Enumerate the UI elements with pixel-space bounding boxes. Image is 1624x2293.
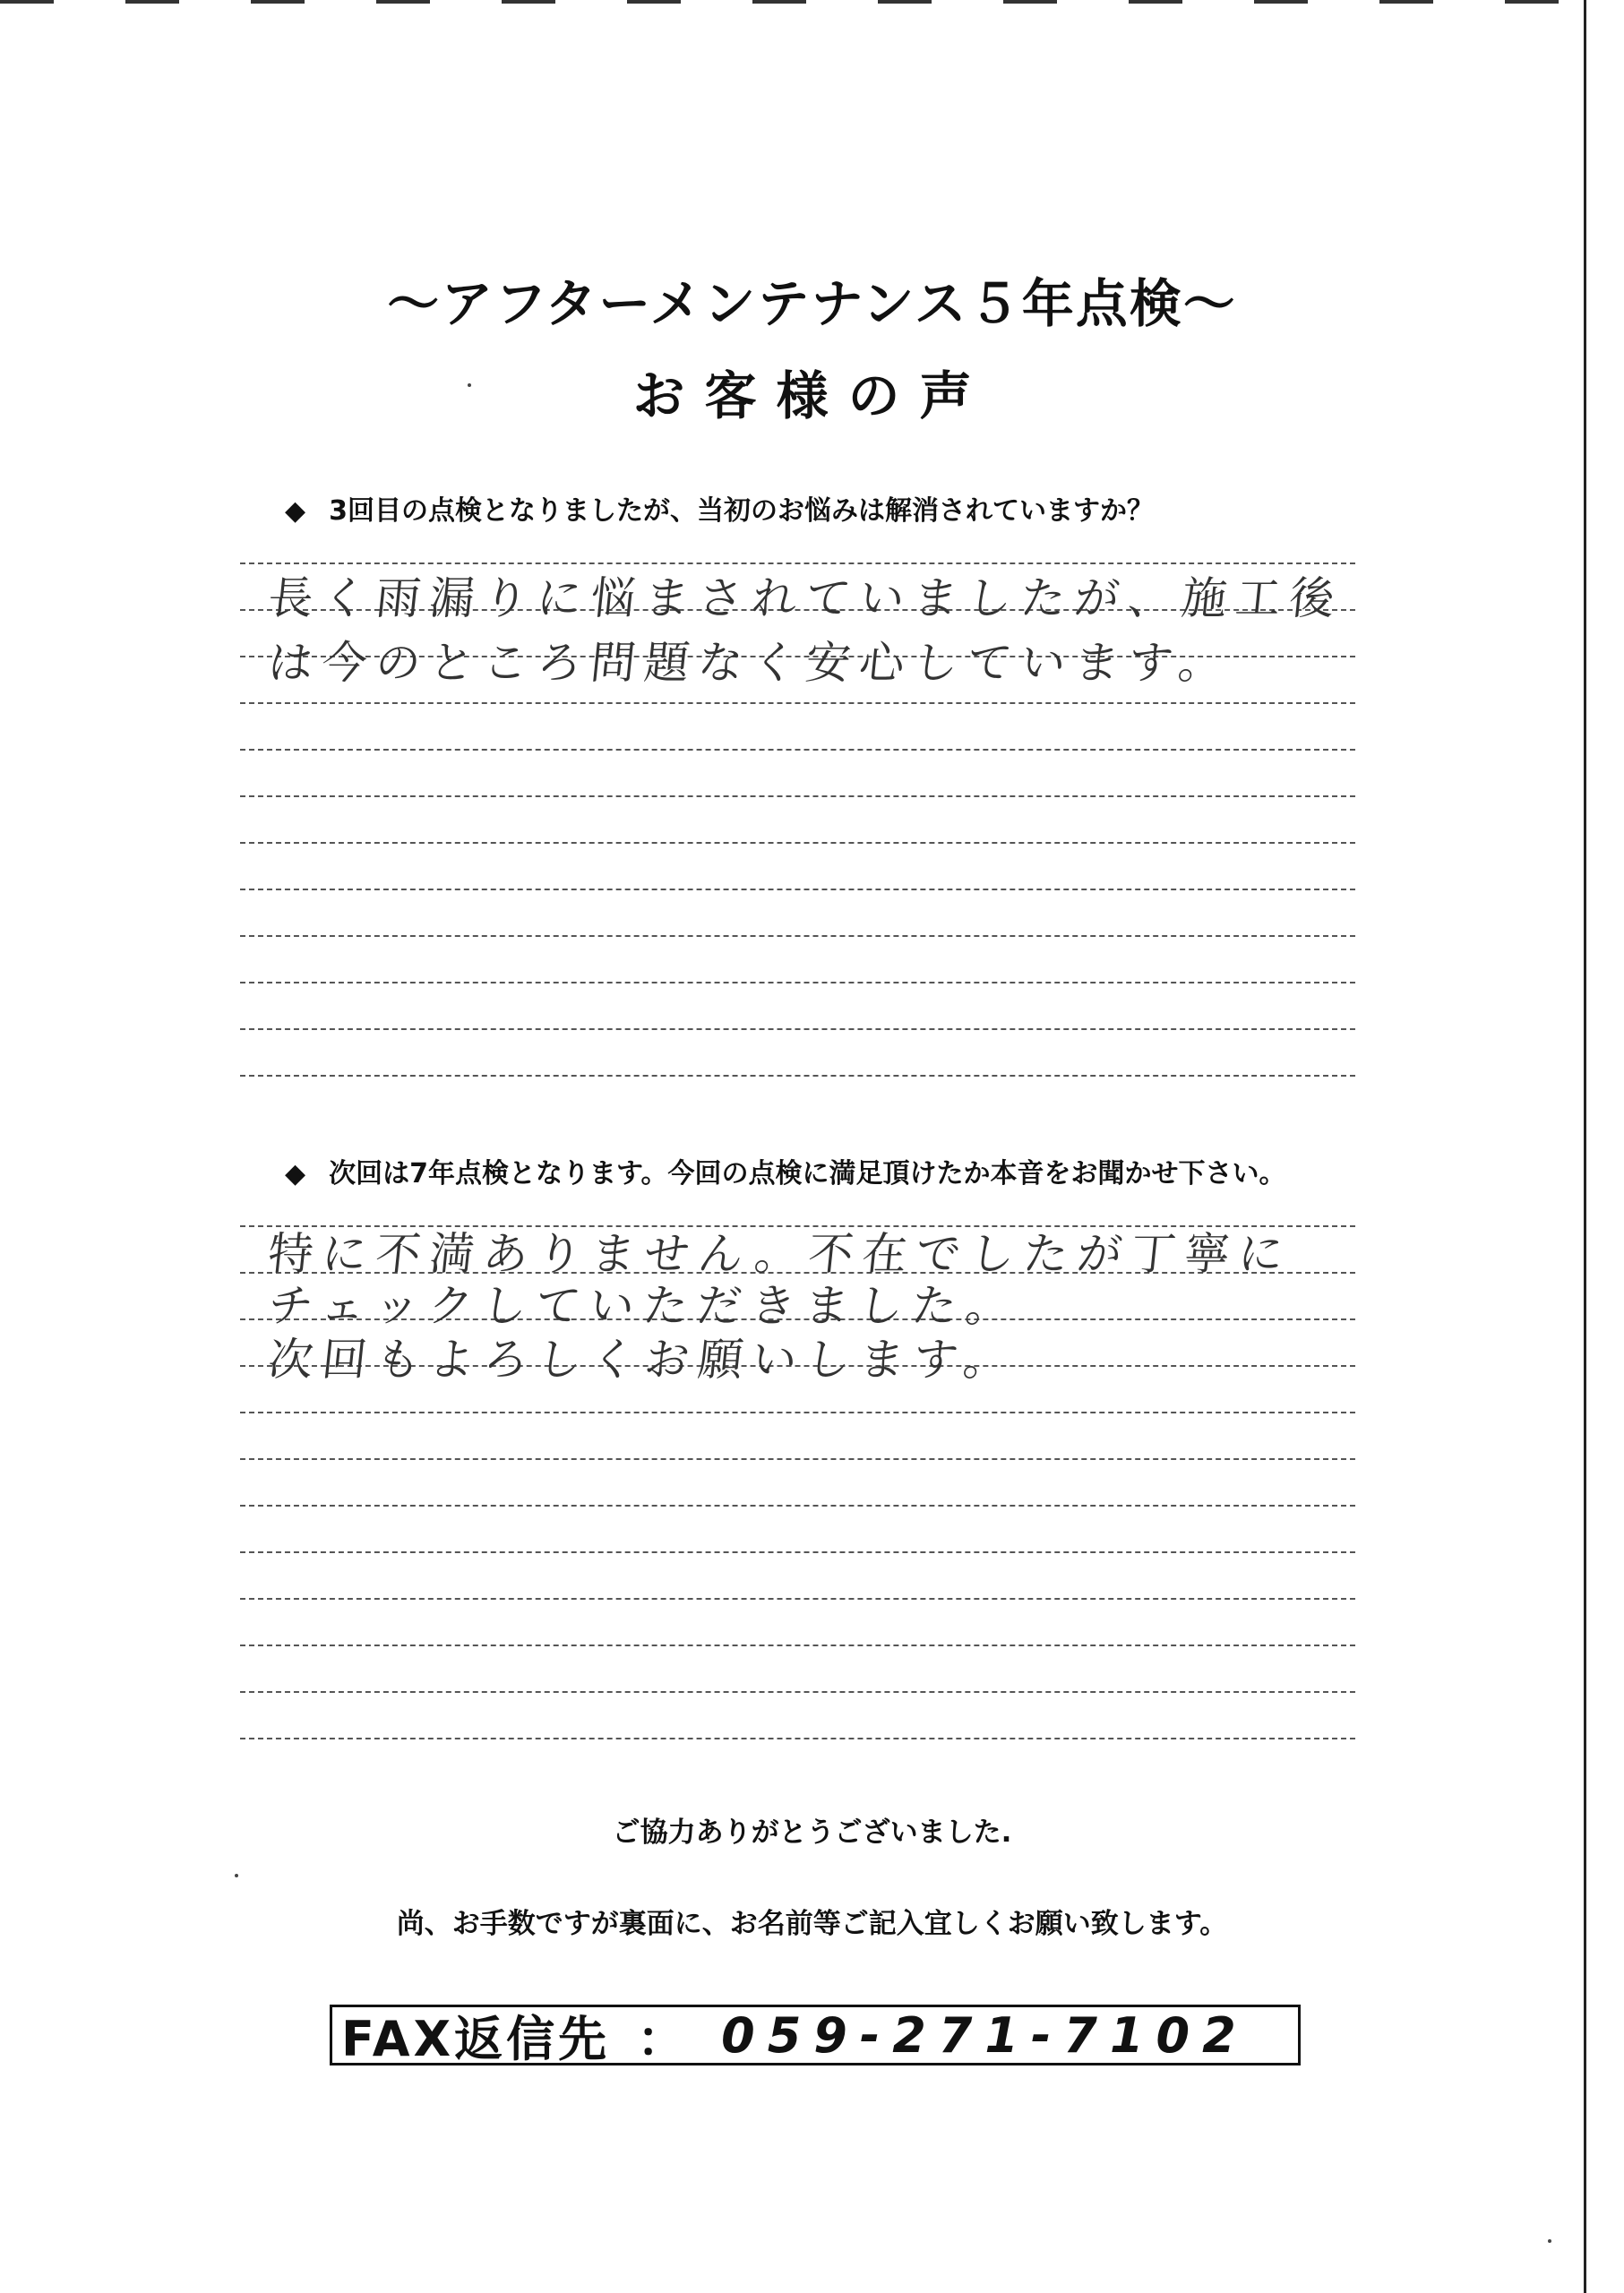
diamond-icon: ◆ [285, 1158, 306, 1189]
scan-top-edge [0, 0, 1624, 4]
ruled-line [240, 1691, 1355, 1693]
fax-reply-box [330, 2005, 1301, 2065]
answer-2-line-1: 特に不満ありません。不在でしたが丁寧に [265, 1228, 1295, 1280]
back-side-note: 尚、お手数ですが裏面に、お名前等ご記入宜しくお願い致します。 [396, 1908, 1228, 1940]
ruled-line [240, 1458, 1355, 1460]
answer-2-line-2: チェックしていただきました。 [265, 1280, 1023, 1332]
scan-speck [468, 383, 471, 387]
ruled-line [240, 982, 1355, 983]
question-2 [285, 1151, 1286, 1190]
page-subtitle: お客様の声 [632, 365, 992, 426]
ruled-line [240, 1645, 1355, 1646]
scan-right-edge [1584, 0, 1586, 2293]
fax-label: FAX返信先 [341, 2010, 611, 2067]
ruled-line [240, 795, 1355, 797]
fax-number: 059-271-7102 [721, 2006, 1249, 2064]
scan-speck [235, 1874, 238, 1877]
diamond-icon: ◆ [285, 495, 306, 527]
ruled-line [240, 1598, 1355, 1600]
answer-1-line-2: は今のところ問題なく安心しています。 [265, 637, 1235, 689]
ruled-line [240, 1738, 1355, 1739]
fax-colon: ： [637, 2010, 686, 2067]
answer-2-line-3: 次回もよろしくお願いします。 [265, 1334, 1020, 1386]
ruled-line [240, 1412, 1355, 1413]
ruled-line [240, 1505, 1355, 1507]
ruled-line [240, 749, 1355, 751]
ruled-line [240, 1551, 1355, 1553]
page-title: ～アフターメンテナンス５年点検～ [387, 273, 1237, 334]
thanks-message: ご協力ありがとうございました. [612, 1816, 1012, 1849]
ruled-line [240, 1028, 1355, 1030]
ruled-line [240, 842, 1355, 844]
scan-speck [1548, 2239, 1551, 2243]
ruled-line [240, 702, 1355, 704]
question-1 [285, 488, 1154, 528]
question-1-text: 3回目の点検となりましたが、当初のお悩みは解消されていますか？ [329, 495, 1154, 527]
question-2-text: 次回は7年点検となります。今回の点検に満足頂けたか本音をお聞かせ下さい。 [329, 1158, 1286, 1189]
answer-1-line-1: 長く雨漏りに悩まされていましたが、施工後 [265, 572, 1346, 624]
ruled-line [240, 889, 1355, 890]
ruled-line [240, 935, 1355, 937]
ruled-line [240, 1075, 1355, 1077]
